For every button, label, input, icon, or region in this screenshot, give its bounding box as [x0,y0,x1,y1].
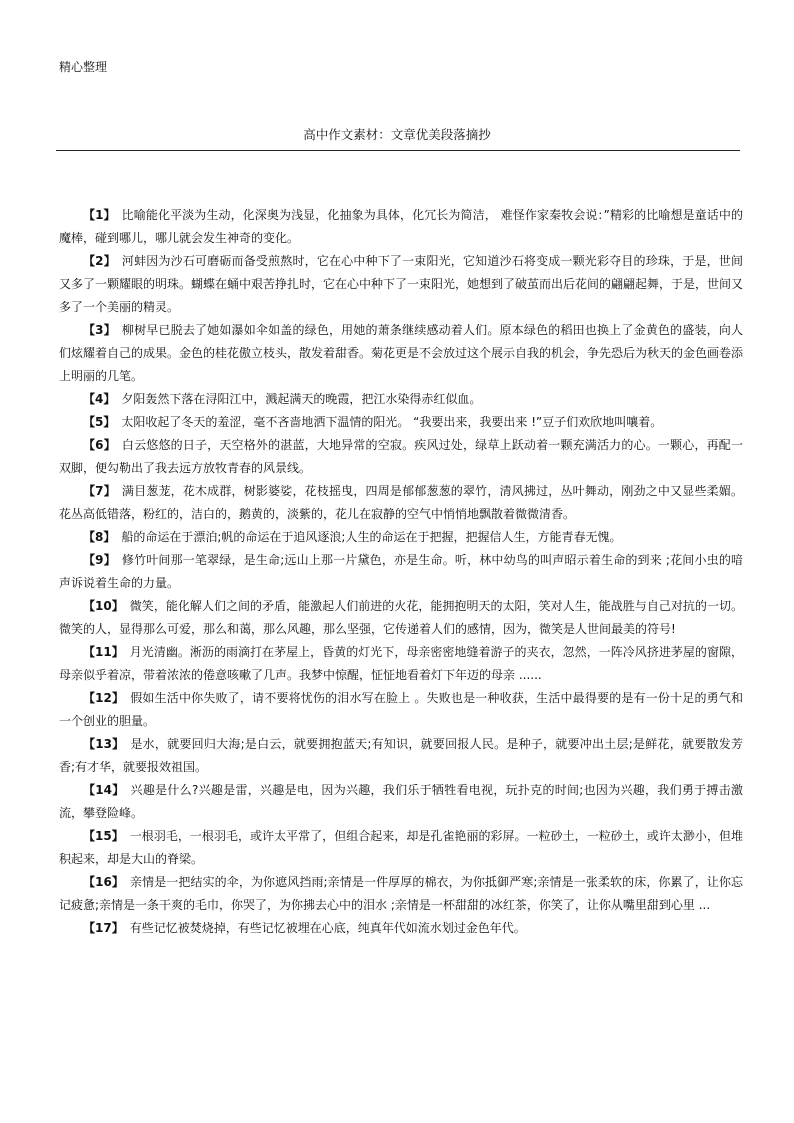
paragraph-number: 【14】 [83,783,125,797]
paragraph [59,549,743,595]
paragraph-number: 【3】 [83,323,116,337]
paragraph [59,825,743,871]
paragraph-text: 有些记忆被焚烧掉，有些记忆被埋在心底，纯真年代如流水划过金色年代。 [129,921,526,935]
paragraph-number: 【10】 [83,599,124,613]
paragraph-text: 亲情是一把结实的伞，为你遮风挡雨;亲情是一件厚厚的棉衣，为你抵御严寒;亲情是一张柔软的床，你累了，让你忘记疲惫;亲情是一条干爽的毛巾，你哭了，为你拂去心中的泪水 ;亲情是一杯甜甜的冰红茶，你笑了，让你从嘴里甜到心里 ... [59,875,744,912]
paragraph-text: 假如生活中你失败了，请不要将忧伤的泪水写在脸上 。失败也是一种收获，生活中最得要的是有一份十足的勇气和一个创业的胆量。 [59,691,744,728]
paragraph [59,434,743,480]
paragraph [59,388,743,411]
paragraph [59,641,743,687]
paragraph [59,917,743,940]
paragraph-text: 满目葱茏，花木成群，树影婆娑，花枝摇曳，四周是郁郁葱葱的翠竹，清风拂过，丛叶舞动，刚劲之中又显些柔媚。花丛高低错落，粉红的，洁白的，鹅黄的，淡紫的，花儿在寂静的空气中悄悄地飘散着微微清香。 [59,484,743,521]
paragraph [59,480,743,526]
title-divider [56,150,740,151]
paragraph-text: 修竹叶间那一笔翠绿，是生命;远山上那一片黛色，亦是生命。听，林中幼鸟的叫声昭示着生命的到来 ;花间小虫的喑声诉说着生命的力量。 [59,553,743,590]
paragraph-text: 柳树早已脱去了她如瀑如伞如盖的绿色，用她的萧条继续感动着人们。原本绿色的稻田也换上了金黄色的盛装，向人们炫耀着自己的成果。金色的桂花傲立枝头，散发着甜香。菊花更是不会放过这个展示自我的机会，争先恐后为秋天的金色画卷添上明丽的几笔。 [59,323,744,383]
paragraph-number: 【8】 [83,530,116,544]
document-title: 高中作文素材：文章优美段落摘抄 [303,127,491,142]
paragraph-number: 【2】 [83,254,116,268]
paragraph [59,411,743,434]
paragraph-number: 【9】 [83,553,116,567]
paragraph-number: 【7】 [83,484,116,498]
paragraph [59,733,743,779]
paragraph [59,779,743,825]
paragraph-number: 【13】 [83,737,125,751]
paragraph-number: 【11】 [83,645,124,659]
paragraph-number: 【4】 [83,392,116,406]
paragraph-text: 夕阳轰然下落在浔阳江中，溅起满天的晚霞，把江水染得赤红似血。 [121,392,482,406]
paragraph [59,687,743,733]
paragraph-text: 兴趣是什么?兴趣是雷，兴趣是电，因为兴趣，我们乐于牺牲看电视，玩扑克的时间;也因为兴趣，我们勇于搏击激流，攀登险峰。 [59,783,743,820]
paragraph-number: 【16】 [83,875,124,889]
paragraph-number: 【12】 [83,691,125,705]
paragraph-text: 月光清幽。淅沥的雨滴打在茅屋上，昏黄的灯光下，母亲密密地缝着游子的夹衣，忽然，一阵冷风挤进茅屋的窗隙，母亲似乎着凉，带着浓浓的倦意咳嗽了几声。我梦中惊醒，怔怔地看着灯下年迈的母亲 ...... [59,645,743,682]
header-label: 精心整理 [59,60,108,74]
paragraph-number: 【17】 [83,921,124,935]
document-body [59,204,743,940]
paragraph [59,595,743,641]
paragraph-text: 微笑，能化解人们之间的矛盾，能激起人们前进的火花，能拥抱明天的太阳，笑对人生，能战胜与自己对抗的一切。微笑的人，显得那么可爱，那么和蔼，那么风趣，那么坚强，它传递着人们的感情，因为，微笑是人世间最美的符号! [59,599,743,636]
paragraph-text: 一根羽毛，一根羽毛，或许太平常了，但组合起来，却是孔雀艳丽的彩屏。一粒砂土，一粒砂土，或许太渺小，但堆积起来，却是大山的脊梁。 [59,829,743,866]
paragraph-number: 【1】 [83,208,116,222]
paragraph-text: 是水，就要回归大海;是白云，就要拥抱蓝天;有知识，就要回报人民。是种子，就要冲出土层;是鲜花，就要散发芳香;有才华，就要报效祖国。 [59,737,743,774]
paragraph-number: 【5】 [83,415,116,429]
paragraph-text: 河蚌因为沙石可磨砺而备受煎熬时，它在心中种下了一束阳光，它知道沙石将变成一颗光彩夺目的珍珠，于是，世间又多了一颗耀眼的明珠。蝴蝶在蛹中艰苦挣扎时，它在心中种下了一束阳光，她想到了破茧而出后花间的翩翩起舞，于是，世间又多了一个美丽的精灵。 [59,254,744,314]
paragraph [59,319,743,388]
paragraph-text: 太阳收起了冬天的羞涩，毫不吝啬地洒下温情的阳光。 “我要出来，我要出来 !”豆子们欢欣地叫嚷着。 [121,415,663,429]
paragraph [59,871,743,917]
paragraph-text: 比喻能化平淡为生动，化深奥为浅显，化抽象为具体，化冗长为简洁， 难怪作家秦牧会说：”精彩的比喻想是童话中的魔棒，碰到哪儿，哪儿就会发生神奇的变化。 [59,208,743,245]
paragraph-text: 船的命运在于漂泊;帆的命运在于追风逐浪;人生的命运在于把握，把握信人生，方能青春无愧。 [121,530,622,544]
paragraph [59,250,743,319]
paragraph [59,526,743,549]
paragraph-number: 【15】 [83,829,124,843]
paragraph [59,204,743,250]
paragraph-text: 白云悠悠的日子，天空格外的湛蓝，大地异常的空寂。疾风过处，绿草上跃动着一颗充满活力的心。一颗心，再配一双脚，便勾勒出了我去远方放牧青春的风景线。 [59,438,743,475]
paragraph-number: 【6】 [83,438,116,452]
